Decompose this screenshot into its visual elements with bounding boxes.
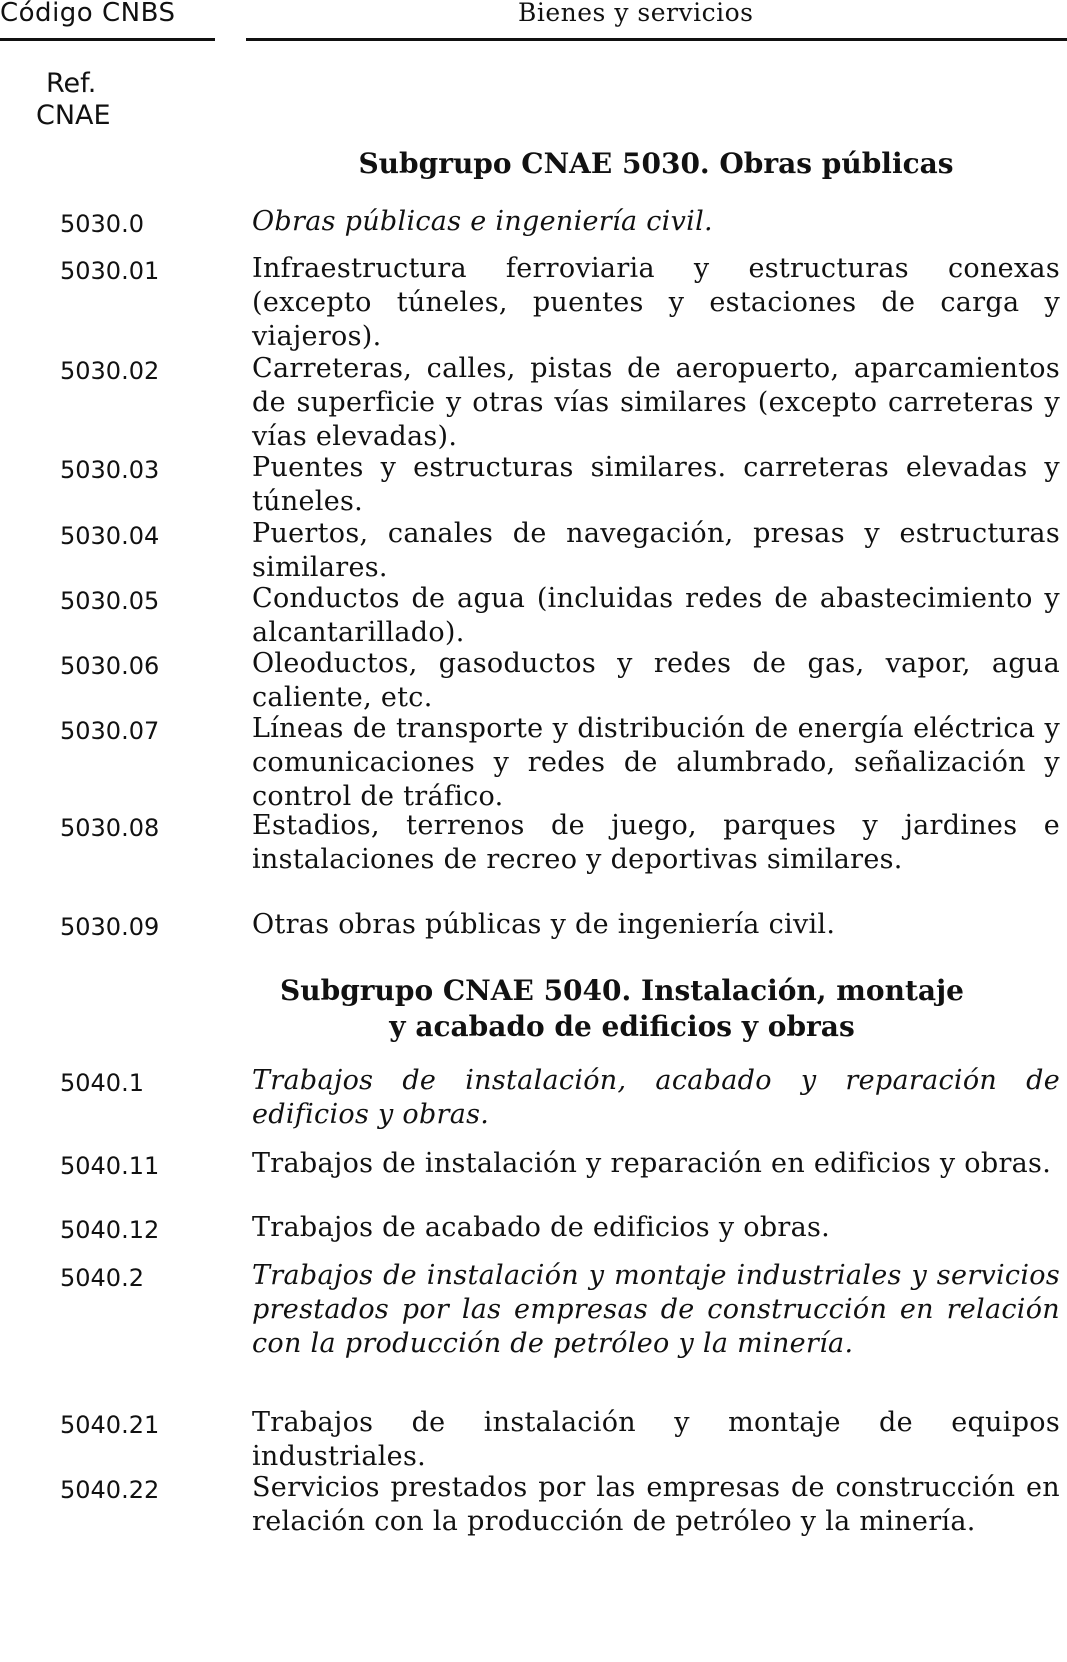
entry-text: Líneas de transporte y distribución de energía eléctrica y comunicaciones y redes de alumbrado, señalización y control de tráfico.	[252, 713, 1060, 812]
subgroup-heading-5040	[252, 973, 992, 1045]
entry-code: 5030.06	[60, 652, 160, 680]
entry-code: 5030.03	[60, 456, 160, 484]
entry-code: 5030.0	[60, 210, 144, 238]
entry-text: Puertos, canales de navegación, presas y estructuras similares.	[252, 518, 1060, 583]
entry-text: Conductos de agua (incluidas redes de abastecimiento y alcantarillado).	[252, 583, 1060, 648]
entry-code: 5030.08	[60, 814, 160, 842]
entry-code: 5030.01	[60, 257, 160, 285]
ref-label-line1: Ref.	[46, 68, 97, 99]
subgroup-heading-5030: Subgrupo CNAE 5030. Obras públicas	[358, 147, 954, 180]
entry-text: Puentes y estructuras similares. carreteras elevadas y túneles.	[252, 452, 1060, 517]
entry-text: Infraestructura ferroviaria y estructuras conexas (excepto túneles, puentes y estaciones de carga y viajeros).	[252, 253, 1060, 352]
entry-text: Obras públicas e ingeniería civil.	[252, 206, 713, 237]
entry-code: 5040.12	[60, 1216, 160, 1244]
entry-text: Trabajos de instalación y montaje de equipos industriales.	[252, 1407, 1060, 1472]
entry-text: Carreteras, calles, pistas de aeropuerto, aparcamientos de superficie y otras vías similares (excepto carreteras y vías elevadas).	[252, 353, 1060, 452]
ref-column-heading	[36, 68, 111, 132]
entry-code: 5040.21	[60, 1411, 160, 1439]
entry-text: Servicios prestados por las empresas de construcción en relación con la producción de petróleo y la minería.	[252, 1472, 1060, 1537]
entry-code: 5040.1	[60, 1069, 144, 1097]
header-right-label: Bienes y servicios	[518, 0, 754, 27]
entry-code: 5040.11	[60, 1152, 160, 1180]
entry-text: Trabajos de acabado de edificios y obras.	[252, 1212, 831, 1243]
entry-code: 5030.07	[60, 717, 160, 745]
subgroup-heading-5040-line2: y acabado de edificios y obras	[389, 1010, 855, 1043]
entry-text: Trabajos de instalación y reparación en edificios y obras.	[252, 1148, 1052, 1179]
entry-code: 5030.09	[60, 913, 160, 941]
entry-text: Trabajos de instalación y montaje industriales y servicios prestados por las empresas de construcción en relación con la producción de petróleo y la minería.	[252, 1260, 1060, 1359]
entry-code: 5040.22	[60, 1476, 160, 1504]
subgroup-heading-5040-line1: Subgrupo CNAE 5040. Instalación, montaje	[280, 974, 964, 1007]
entry-text: Trabajos de instalación, acabado y reparación de edificios y obras.	[252, 1065, 1060, 1130]
ref-label-line2: CNAE	[36, 100, 111, 131]
header-left-label: Código CNBS	[0, 0, 176, 28]
entry-code: 5030.02	[60, 357, 160, 385]
entry-code: 5040.2	[60, 1264, 144, 1292]
header-rule-left	[0, 38, 215, 41]
entry-text: Otras obras públicas y de ingeniería civil.	[252, 909, 836, 940]
entry-code: 5030.04	[60, 522, 160, 550]
entry-text: Estadios, terrenos de juego, parques y jardines e instalaciones de recreo y deportivas similares.	[252, 810, 1060, 875]
header-rule-right	[246, 38, 1067, 41]
entry-code: 5030.05	[60, 587, 160, 615]
entry-text: Oleoductos, gasoductos y redes de gas, vapor, agua caliente, etc.	[252, 648, 1060, 713]
